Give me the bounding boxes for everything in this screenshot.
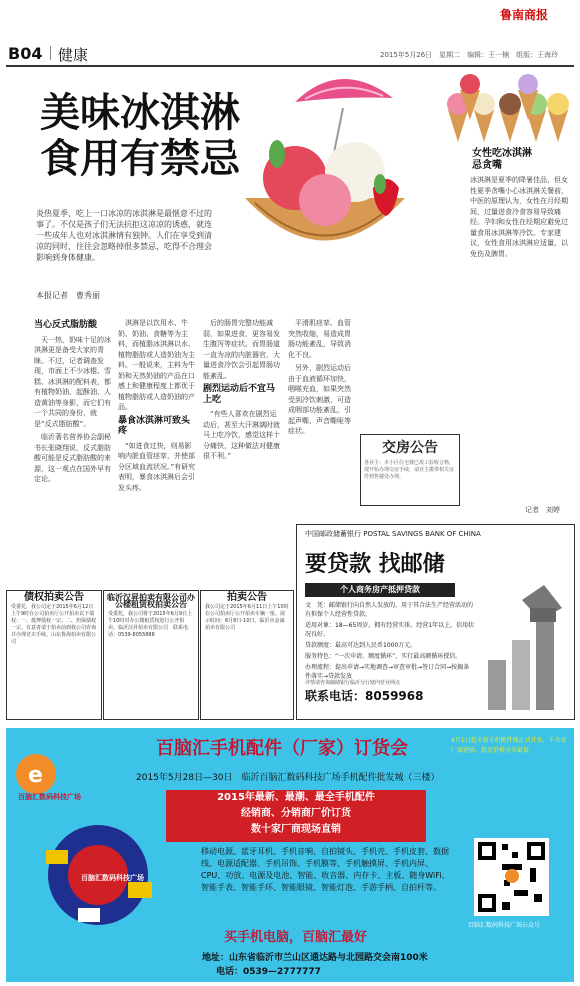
coin-stacks-image	[482, 580, 568, 715]
title-line-2: 食用有禁忌	[40, 135, 240, 182]
loan-feature-list	[305, 601, 475, 683]
ad-headline: 百脑汇手机配件（厂家）订货会	[156, 738, 408, 759]
brand-logo-text: 百脑汇数码科技广场	[18, 793, 81, 801]
loan-address: 详情请咨询邮储银行临沂分行辖内营业网点	[305, 680, 401, 686]
loan-product-band: 个人商务房产抵押贷款	[305, 583, 455, 597]
auction-ad-3	[200, 590, 294, 720]
article-author: 本报记者 曹秀丽	[36, 291, 100, 300]
column-4-paragraph-2: 另外，剧烈运动后由于血液循环加快，咽喉充血，如果突然受到冷饮刺激，可造成咽部功能紊乱，引起声嘶、声音嘶哑等症状。	[288, 364, 351, 435]
sidebar-title-line-2: 忌贪嘴	[472, 160, 502, 171]
column-3-heading: 剧烈运动后不宜马上吃	[203, 384, 276, 405]
sidebar-title-line-1: 女性吃冰淇淋	[472, 148, 532, 159]
auction-ad-1	[6, 590, 102, 720]
auction-ad-2	[103, 590, 199, 720]
loan-feature-item: 服务特色：“一次申请、额度循环”，实行最高额循环授信。	[305, 653, 462, 660]
ad-highlight-line: 数十家厂商现场直销	[251, 824, 341, 835]
ad-highlight-line: 2015年最新、最潮、最全手机配件	[217, 792, 375, 803]
qr-caption: 百脑汇数码科技广场公众号	[468, 922, 541, 929]
column-1-heading: 当心反式脂肪酸	[34, 320, 98, 330]
ad-product-list: 移动电源、蓝牙耳机、手机音响、自拍镜头、手机壳、手机皮套、数据线、电源适配器、手机吊饰、手机膜等、手机触摸屏、手机内屏、CPU、功放、电源及电池、智能、收音器、内存卡、主板、随身WiFi、智能手表、智能手环、智能眼镜、智能灯泡、手游手柄、自拍杆等。	[201, 847, 450, 892]
auction-ad-2-body: 受委托，我公司将于2015年6月9日上午10时对办公楼租赁权进行公开拍卖。临沂汉昇拍卖有限公司 联系电话：0539-8055888	[108, 611, 193, 638]
phone-accessory-advertisement	[6, 728, 574, 982]
ice-cream-cones-image	[440, 70, 570, 145]
column-2-paragraph: 淇淋是以饮用水、牛奶、奶油、食糖等为主料，而植脂冰淇淋以水、植物脂肪或人造奶油为主料。一般说来，主料为牛奶和天然奶油的产品在口感上和健康程度上都优于植物脂肪或人造奶油的产品。	[118, 319, 195, 411]
auction-ad-1-title: 债权拍卖公告	[24, 592, 84, 603]
handover-notice	[360, 434, 460, 506]
loan-feature-item: 贷款额度：最高可达到人民币1000万元。	[305, 642, 417, 649]
column-1-paragraph-2: 临沂著名营养协会副秘书长张晓翔说，反式脂肪酸可能是反式脂肪酸的来源，这一观点在国外早有定论。	[34, 433, 111, 483]
loan-advertisement	[296, 524, 575, 720]
ad-opening-note: 4月1日起全新手机配件城正式开业，千余家厂商进驻，批发价格全市最低	[451, 737, 567, 754]
column-2-heading: 暴食冰淇淋可致头疼	[118, 415, 191, 436]
sidebar-reporter: 记者 刘婷	[525, 506, 560, 514]
gear-label: 百脑汇数码科技广场	[81, 874, 144, 882]
issue-meta: 2015年5月26日 星期二 编辑：王一楠 组版：王海玲	[380, 51, 559, 59]
loan-feature-item: 办理流程：提出申请→实地调查→审查审批→签订合同→按揭条件落实→贷款发放	[305, 664, 470, 680]
paper-logo: 鲁南商报	[500, 8, 549, 22]
auction-ad-3-body: 我公司定于2015年6月11日上午10时在公司拍卖厅公开拍卖车辆一批。展示时间：6月8日-10日。临沂市金诚拍卖有限公司	[205, 604, 289, 631]
ad-highlight-box	[166, 790, 426, 842]
sidebar-title	[472, 148, 532, 172]
section-separator	[50, 46, 51, 60]
ad-address: 地址：山东省临沂市兰山区通达路与北园路交会南100米	[202, 953, 428, 963]
loan-feature-item: 文 凭：邮储银行向自然人发放的，用于其合法生产经营活动的有担保个人经营性贷款。	[305, 602, 474, 618]
svg-text:e: e	[28, 763, 43, 788]
loan-phone	[305, 687, 423, 704]
column-4	[288, 318, 354, 440]
handover-notice-title: 交房公告	[382, 440, 438, 456]
ad-phone: 电话：0539—2777777	[216, 967, 321, 977]
ad-date-line: 2015年5月28日—30日 临沂百脑汇数码科技广场手机配件批发城（三楼）	[136, 773, 440, 783]
auction-ad-1-body: 受委托，我公司定于2015年6月12日上午9时在公司拍卖厅公开拍卖以下债权：一、抵押债权一宗；二、担保债权一宗。有意者请于拍卖前到我公司咨询并办理竞买手续。山东鲁海拍卖有限公司	[11, 604, 97, 645]
column-4-paragraph: 平滑肌痉挛、血管突然收缩，易造成胃肠功能紊乱，导致消化不良。	[288, 319, 351, 359]
column-3-paragraph: 后的肠胃完整功能减弱，如果进食，更容易发生腹泻等症状。而胃肠道一直为凉的内脏器官，大量进食冷饮会引起胃肠功能紊乱。	[203, 319, 280, 380]
section-name: 健康	[58, 46, 89, 64]
column-3	[203, 318, 283, 465]
bank-logo: 中国邮政储蓄银行 POSTAL SAVINGS BANK OF CHINA	[305, 530, 481, 538]
section-code: B04	[8, 44, 43, 63]
loan-feature-item: 适用对象：18—65周岁，拥有经营实体，经营1年以上，信用状况良好。	[305, 622, 475, 638]
ice-cream-illustration	[215, 68, 435, 278]
article-lead: 炎热夏季，吃上一口冰凉的冰淇淋是最惬意不过的事了。不仅是孩子们无法抗拒这凉凉的诱惑，就连一些成年人也对冰淇淋情有独钟。人们在享受到清凉的同时，往往会忽略掉很多禁忌，吃得不合理会影响到身体健康。	[36, 209, 212, 262]
column-2	[118, 318, 198, 496]
handover-notice-body: 各业主：本小区住宅楼已竣工验收合格，现开始办理交房手续，请业主携带相关证件到售楼处办理。	[364, 460, 455, 480]
auction-ad-3-title: 拍卖公告	[227, 592, 267, 603]
sidebar-body: 冰淇淋是夏季的降暑佳品，但女性夏季贪嘴小心冰淇淋关餐前，中医的原理认为，女性在月经期间，过量进食冷食容易导致痛经。孕妇和女性在经期应避免过量食用冰淇淋等冷饮。专家建议，女性食用冰淇淋应适量，以免伤及脾胃。	[470, 176, 568, 258]
column-3-paragraph-2: “有些人喜欢在剧烈运动后，甚至大汗淋漓时就马上吃冷饮，感觉这样十分痛快，这种做法对健康很不利。”	[203, 410, 280, 460]
column-1	[34, 318, 114, 488]
ad-slogan: 买手机电脑，百脑汇最好	[224, 930, 368, 945]
article-title	[40, 90, 240, 182]
loan-headline: 要贷款 找邮储	[305, 552, 445, 577]
qr-code-icon[interactable]	[474, 838, 549, 916]
header-rule	[6, 65, 574, 67]
loan-phone-number: 8059968	[365, 689, 424, 703]
column-1-paragraph: 天一热，奶味十足的冰淇淋更是备受大家的青睐。不过，记者调查发现，市面上不少冰棍、雪糕、冰淇淋的配料表，都有植物奶油、起酥油、人造黄油等身影，而它们有一个共同的身份，就是“反式脂肪酸”。	[34, 335, 111, 428]
auction-ad-2-title: 临沂汉昇拍卖有限公司办公楼租赁权拍卖公告	[107, 593, 195, 609]
ad-highlight-line: 经销商、分销商厂价订货	[241, 808, 351, 819]
title-line-1: 美味冰淇淋	[40, 89, 240, 136]
loan-phone-label: 联系电话：	[305, 689, 366, 703]
column-2-paragraph-2: “如进食过快，则易影响内脏血管痉挛，并使部分区域血流状况。”有研究表明，暴食冰淇淋后会引发头疼。	[118, 441, 196, 492]
